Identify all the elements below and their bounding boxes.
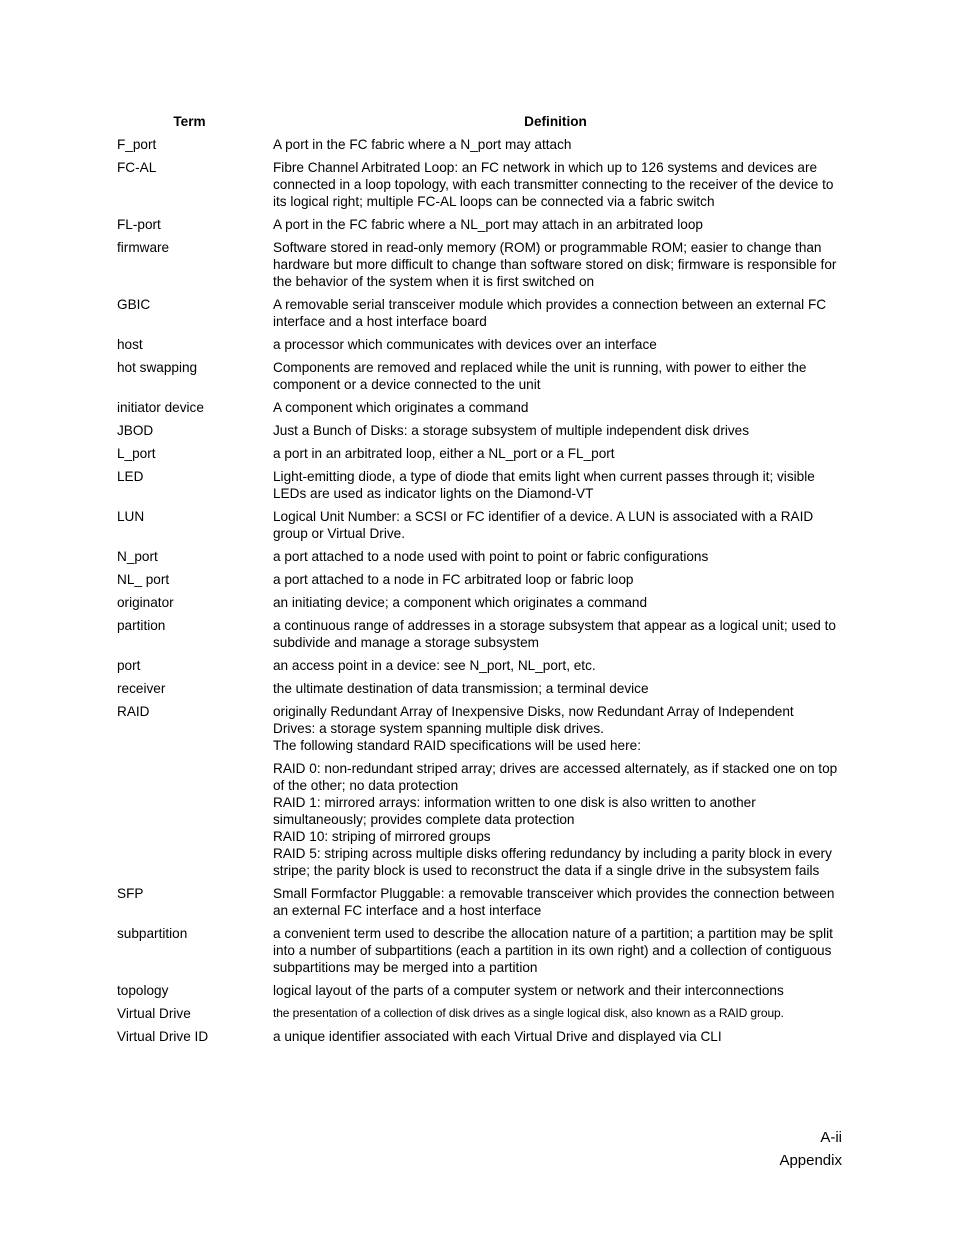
glossary-row xyxy=(117,617,842,651)
definition-paragraph: the presentation of a collection of disk drives as a single logical disk, also known as a RAID group. xyxy=(273,1006,784,1020)
definition-paragraph: an access point in a device: see N_port, NL_port, etc. xyxy=(273,658,596,673)
glossary-term: NL_ port xyxy=(117,572,170,587)
term-column-header: Term xyxy=(173,114,206,129)
definition-paragraph: Fibre Channel Arbitrated Loop: an FC network in which up to 126 systems and devices are connected in a loop topology, with each transmitter connecting to the receiver of the device to its logical right; multiple FC-AL loops can be connected via a fabric switch xyxy=(273,160,834,209)
glossary-definition xyxy=(273,571,838,588)
glossary-definition xyxy=(273,359,838,393)
glossary-row xyxy=(117,468,842,502)
glossary-term: RAID xyxy=(117,704,150,719)
glossary-row xyxy=(117,399,842,416)
glossary-term: Virtual Drive xyxy=(117,1006,191,1021)
glossary-definition xyxy=(273,1028,838,1045)
glossary-definition xyxy=(273,885,838,919)
definition-paragraph: a port attached to a node in FC arbitrated loop or fabric loop xyxy=(273,572,634,587)
glossary-row xyxy=(117,508,842,542)
glossary-definition xyxy=(273,399,838,416)
glossary-row xyxy=(117,1028,842,1045)
glossary-row xyxy=(117,594,842,611)
glossary-row xyxy=(117,136,842,153)
glossary-definition xyxy=(273,336,838,353)
glossary-term: originator xyxy=(117,595,174,610)
glossary-row xyxy=(117,657,842,674)
glossary-definition xyxy=(273,703,838,879)
glossary-row xyxy=(117,296,842,330)
glossary-definition xyxy=(273,468,838,502)
page-footer xyxy=(779,1126,842,1172)
definition-paragraph: a continuous range of addresses in a storage subsystem that appear as a logical unit; used to subdivide and manage a storage subsystem xyxy=(273,618,836,650)
definition-paragraph: Light-emitting diode, a type of diode that emits light when current passes through it; visible LEDs are used as indicator lights on the Diamond-VT xyxy=(273,469,815,501)
glossary-row xyxy=(117,359,842,393)
glossary-term: F_port xyxy=(117,137,157,152)
glossary-term: LED xyxy=(117,469,144,484)
section-name: Appendix xyxy=(779,1152,842,1169)
definition-paragraph: a convenient term used to describe the allocation nature of a partition; a partition may be split into a number of subpartitions (each a partition in its own right) and a collection of contiguous subpartitions may be merged into a partition xyxy=(273,926,833,975)
glossary-row xyxy=(117,422,842,439)
glossary-term: receiver xyxy=(117,681,166,696)
glossary-definition xyxy=(273,594,838,611)
glossary-term: subpartition xyxy=(117,926,188,941)
glossary-term: L_port xyxy=(117,446,156,461)
definition-paragraph: originally Redundant Array of Inexpensive Disks, now Redundant Array of Independent Drives: a storage system spanning multiple disk drives. The following standard RAID specifications will be used here: xyxy=(273,704,794,753)
glossary-term: topology xyxy=(117,983,169,998)
definition-paragraph: RAID 0: non-redundant striped array; drives are accessed alternately, as if stacked one on top of the other; no data protection RAID 1: mirrored arrays: information written to one disk is also written to another simultaneously; provides complete data protection RAID 10: striping of mirrored groups RAID 5: striping across multiple disks offering redundancy by including a parity block in every stripe; the parity block is used to reconstruct the data if a single drive in the subsystem fails xyxy=(273,761,838,878)
glossary-term: hot swapping xyxy=(117,360,198,375)
glossary-term: SFP xyxy=(117,886,144,901)
glossary-row xyxy=(117,571,842,588)
definition-paragraph: logical layout of the parts of a computer system or network and their interconnections xyxy=(273,983,784,998)
glossary-row xyxy=(117,336,842,353)
glossary-definition xyxy=(273,1005,838,1022)
glossary-term: port xyxy=(117,658,141,673)
definition-paragraph: Small Formfactor Pluggable: a removable transceiver which provides the connection between an external FC interface and a host interface xyxy=(273,886,835,918)
glossary-row xyxy=(117,445,842,462)
glossary-row xyxy=(117,159,842,210)
glossary-row xyxy=(117,680,842,697)
glossary-term: JBOD xyxy=(117,423,154,438)
glossary-row xyxy=(117,885,842,919)
glossary-definition xyxy=(273,982,838,999)
glossary-row xyxy=(117,216,842,233)
glossary-row xyxy=(117,239,842,290)
definition-paragraph: A port in the FC fabric where a N_port may attach xyxy=(273,137,572,152)
definition-paragraph: a port attached to a node used with point to point or fabric configurations xyxy=(273,549,709,564)
glossary-term: host xyxy=(117,337,143,352)
glossary-page xyxy=(117,113,842,1051)
glossary-header xyxy=(117,113,842,130)
glossary-row xyxy=(117,548,842,565)
definition-paragraph: a unique identifier associated with each Virtual Drive and displayed via CLI xyxy=(273,1029,722,1044)
definition-paragraph: Just a Bunch of Disks: a storage subsystem of multiple independent disk drives xyxy=(273,423,750,438)
glossary-definition xyxy=(273,680,838,697)
glossary-term: FL-port xyxy=(117,217,161,232)
definition-column-header: Definition xyxy=(524,114,587,129)
glossary-term: Virtual Drive ID xyxy=(117,1029,209,1044)
glossary-term: initiator device xyxy=(117,400,204,415)
glossary-definition xyxy=(273,445,838,462)
glossary-term: FC-AL xyxy=(117,160,157,175)
definition-paragraph: an initiating device; a component which originates a command xyxy=(273,595,648,610)
glossary-row xyxy=(117,1005,842,1022)
definition-paragraph: a port in an arbitrated loop, either a NL_port or a FL_port xyxy=(273,446,615,461)
glossary-row xyxy=(117,982,842,999)
definition-paragraph: A port in the FC fabric where a NL_port may attach in an arbitrated loop xyxy=(273,217,703,232)
glossary-definition xyxy=(273,159,838,210)
definition-paragraph: a processor which communicates with devices over an interface xyxy=(273,337,657,352)
page-number: A-ii xyxy=(820,1129,842,1146)
glossary-definition xyxy=(273,216,838,233)
definition-paragraph: the ultimate destination of data transmission; a terminal device xyxy=(273,681,649,696)
glossary-table xyxy=(117,136,842,1045)
glossary-definition xyxy=(273,617,838,651)
glossary-definition xyxy=(273,925,838,976)
definition-paragraph: Components are removed and replaced while the unit is running, with power to either the component or a device connected to the unit xyxy=(273,360,807,392)
glossary-definition xyxy=(273,296,838,330)
glossary-term: LUN xyxy=(117,509,145,524)
glossary-definition xyxy=(273,548,838,565)
glossary-row xyxy=(117,703,842,879)
glossary-term: firmware xyxy=(117,240,170,255)
glossary-definition xyxy=(273,239,838,290)
glossary-definition xyxy=(273,136,838,153)
definition-paragraph: A removable serial transceiver module which provides a connection between an external FC interface and a host interface board xyxy=(273,297,827,329)
glossary-definition xyxy=(273,422,838,439)
glossary-term: N_port xyxy=(117,549,158,564)
glossary-definition xyxy=(273,508,838,542)
definition-paragraph: A component which originates a command xyxy=(273,400,529,415)
definition-paragraph: Logical Unit Number: a SCSI or FC identifier of a device. A LUN is associated with a RAID group or Virtual Drive. xyxy=(273,509,814,541)
definition-paragraph: Software stored in read-only memory (ROM) or programmable ROM; easier to change than hardware but more difficult to change than software stored on disk; firmware is responsible for the behavior of the system when it is first switched on xyxy=(273,240,837,289)
glossary-term: GBIC xyxy=(117,297,151,312)
glossary-definition xyxy=(273,657,838,674)
glossary-row xyxy=(117,925,842,976)
glossary-term: partition xyxy=(117,618,166,633)
